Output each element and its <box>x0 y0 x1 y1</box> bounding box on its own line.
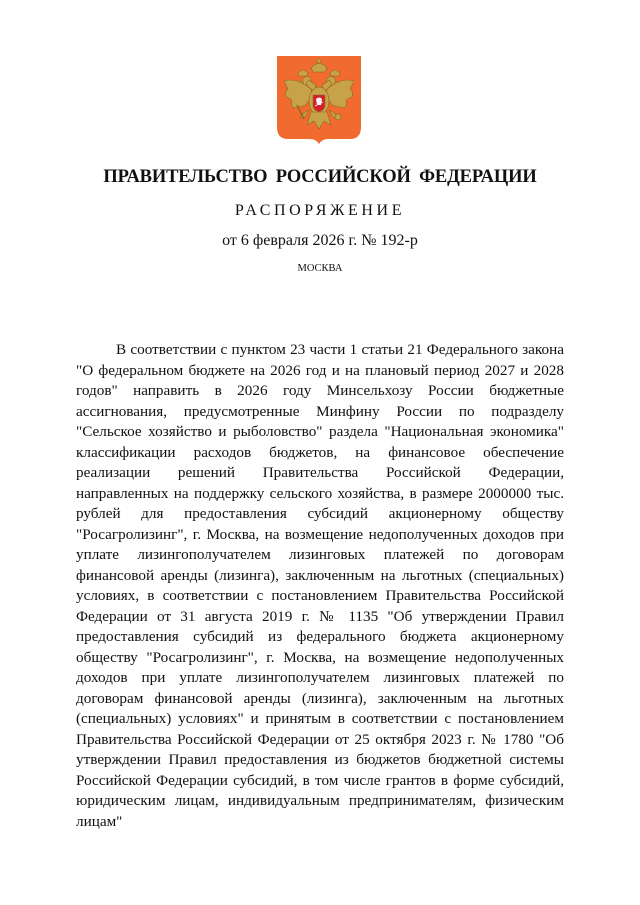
document-date-number: от 6 февраля 2026 г. № 192-р <box>222 232 418 249</box>
document-city: МОСКВА <box>297 263 343 274</box>
body-paragraph: В соответствии с пунктом 23 части 1 статьи 21 Федерального закона "О федеральном бюджете на 2026 год и на плановый период 2027 и 2028 годов" направить в 2026 году Минсельхозу России бюджетные ассигнования, предусмотренные Минфину России по подразделу "Сельское хозяйство и рыболовство" раздела "Национальная экономика" классификации расходов бюджетов, на финансовое обеспечение реализации решений Правительства Российской Федерации, направленных на поддержку сельского хозяйства, в размере 2000000 тыс. рублей для предоставления субсидий акционерному обществу "Росагролизинг", г. Москва, на возмещение недополученных доходов при уплате лизингополучателем лизинговых платежей по договорам финансовой аренды (лизинга), заключенным на льготных (специальных) условиях, в соответствии с постановлением Правительства Российской Федерации от 31 августа 2019 г. № 1135 "Об утверждении Правил предоставления субсидий из федерального бюджета акционерному обществу "Росагролизинг", г. Москва, на возмещение недополученных доходов при уплате лизингополучателем лизинговых платежей по договорам финансовой аренды (лизинга), заключенным на льготных (специальных) условиях" и принятым в соответствии с постановлением Правительства Российской Федерации от 25 октября 2023 г. № 1780 "Об утверждении Правил предоставления из бюджетов бюджетной системы Российской Федерации субсидий, в том числе грантов в форме субсидий, юридическим лицам, индивидуальным предпринимателям, физическим лицам" <box>76 341 564 830</box>
russian-coat-of-arms-icon <box>276 55 362 145</box>
document-type: РАСПОРЯЖЕНИЕ <box>234 202 406 219</box>
government-title: ПРАВИТЕЛЬСТВО РОССИЙСКОЙ ФЕДЕРАЦИИ <box>103 167 537 187</box>
